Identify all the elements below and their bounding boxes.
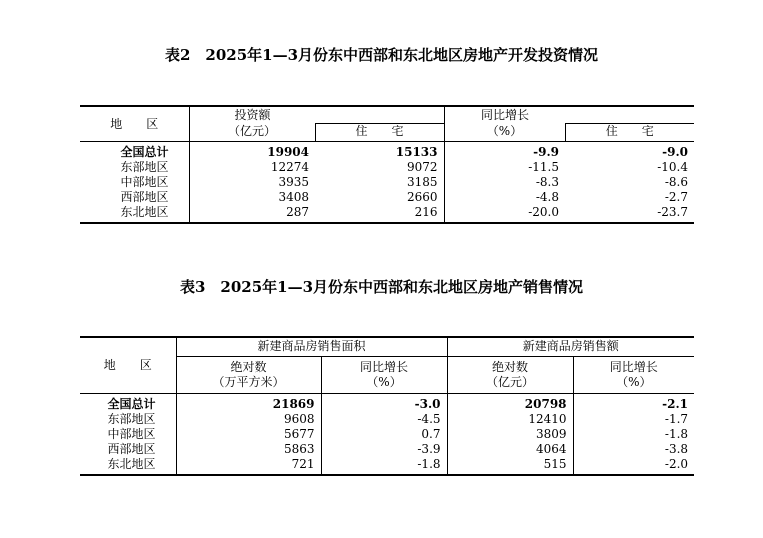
table-row	[80, 442, 694, 457]
region-name: 中部地区	[107, 427, 156, 441]
table-row	[80, 457, 694, 475]
area-value: 5863	[176, 442, 321, 457]
table-row	[80, 394, 694, 413]
growth-value: -8.3	[444, 175, 565, 190]
region-name: 东北地区	[80, 457, 176, 475]
investment-value: 3935	[189, 175, 315, 190]
residential-growth-value: -8.6	[664, 175, 688, 189]
table3-amount-growth-header	[573, 357, 694, 394]
table3-area-abs-label: 绝对数	[230, 360, 267, 374]
amount-value: 20798	[447, 394, 573, 413]
amount-growth-value: -1.8	[573, 427, 694, 442]
table2-investment-label: 投资额	[234, 108, 271, 122]
table2-residential-header-1: 住 宅	[315, 124, 444, 142]
amount-growth-value: -1.7	[573, 412, 694, 427]
table3-amount-group-header: 新建商品房销售额	[447, 337, 694, 357]
residential-value: 216	[315, 205, 444, 223]
table2-title: 表2 2025年1—3月份东中西部和东北地区房地产开发投资情况	[164, 46, 599, 64]
residential-value: 2660	[406, 190, 438, 204]
investment-value: 3408	[189, 190, 315, 205]
residential-value: 15133	[395, 145, 438, 159]
table-row	[80, 190, 694, 205]
table3-title: 表3 2025年1—3月份东中西部和东北地区房地产销售情况	[179, 278, 584, 296]
table-row	[80, 160, 694, 175]
table2-investment-unit: （亿元）	[189, 124, 315, 142]
region-name: 中部地区	[120, 175, 169, 189]
region-name: 西部地区	[120, 190, 169, 204]
table2-residential-header-2: 住 宅	[565, 124, 694, 142]
table-row	[80, 427, 694, 442]
area-growth-value: -3.9	[321, 442, 447, 457]
table2-header-row-1	[80, 106, 694, 124]
region-name: 全国总计	[107, 397, 156, 411]
table3-amount-growth-unit: （%）	[616, 375, 652, 389]
table3	[80, 336, 694, 476]
amount-growth-value: -2.0	[573, 457, 694, 475]
table3-amount-unit: （亿元）	[486, 375, 535, 389]
table3-amount-abs-header	[447, 357, 573, 394]
amount-value: 515	[447, 457, 573, 475]
table2-investment-header	[189, 106, 444, 124]
growth-value: -11.5	[444, 160, 565, 175]
table3-amount-abs-label: 绝对数	[492, 360, 529, 374]
residential-growth-value: -2.7	[664, 190, 688, 204]
table2-growth-header	[444, 106, 694, 124]
table3-header-row-1	[80, 337, 694, 357]
table3-area-growth-unit: （%）	[366, 375, 402, 389]
area-growth-value: -1.8	[321, 457, 447, 475]
growth-value: -20.0	[444, 205, 565, 223]
residential-value: 3185	[406, 175, 438, 189]
region-name: 西部地区	[107, 442, 156, 456]
amount-growth-value: -2.1	[573, 394, 694, 413]
growth-value: -9.9	[444, 142, 565, 161]
residential-value: 9072	[406, 160, 438, 174]
amount-growth-value: -3.8	[573, 442, 694, 457]
region-name: 东部地区	[120, 160, 169, 174]
table2-growth-label: 同比增长	[480, 108, 529, 122]
table2-region-header: 地 区	[80, 106, 189, 142]
area-growth-value: -4.5	[321, 412, 447, 427]
amount-value: 4064	[447, 442, 573, 457]
area-value: 21869	[176, 394, 321, 413]
area-growth-value: 0.7	[321, 427, 447, 442]
investment-value: 19904	[189, 142, 315, 161]
area-value: 5677	[176, 427, 321, 442]
investment-value: 12274	[189, 160, 315, 175]
area-value: 721	[176, 457, 321, 475]
area-growth-value: -3.0	[321, 394, 447, 413]
residential-growth-value: -9.0	[662, 145, 688, 159]
table3-area-group-header: 新建商品房销售面积	[176, 337, 447, 357]
amount-value: 12410	[447, 412, 573, 427]
table2-growth-unit: （%）	[444, 124, 565, 142]
table3-region-header: 地 区	[80, 337, 176, 394]
amount-value: 3809	[447, 427, 573, 442]
table2	[80, 105, 694, 224]
growth-value: -4.8	[444, 190, 565, 205]
residential-growth-value: -10.4	[657, 160, 688, 174]
residential-growth-value: -23.7	[565, 205, 694, 223]
investment-value: 287	[189, 205, 315, 223]
table3-area-growth-header	[321, 357, 447, 394]
area-value: 9608	[176, 412, 321, 427]
table-row	[80, 175, 694, 190]
table-row	[80, 205, 694, 223]
table3-amount-growth-label: 同比增长	[609, 360, 658, 374]
table3-area-growth-label: 同比增长	[360, 360, 409, 374]
region-name: 东北地区	[80, 205, 189, 223]
table-row	[80, 142, 694, 161]
table3-area-abs-header	[176, 357, 321, 394]
table3-area-unit: （万平方米）	[212, 375, 285, 389]
region-name: 全国总计	[120, 145, 169, 159]
table-row	[80, 412, 694, 427]
region-name: 东部地区	[107, 412, 156, 426]
